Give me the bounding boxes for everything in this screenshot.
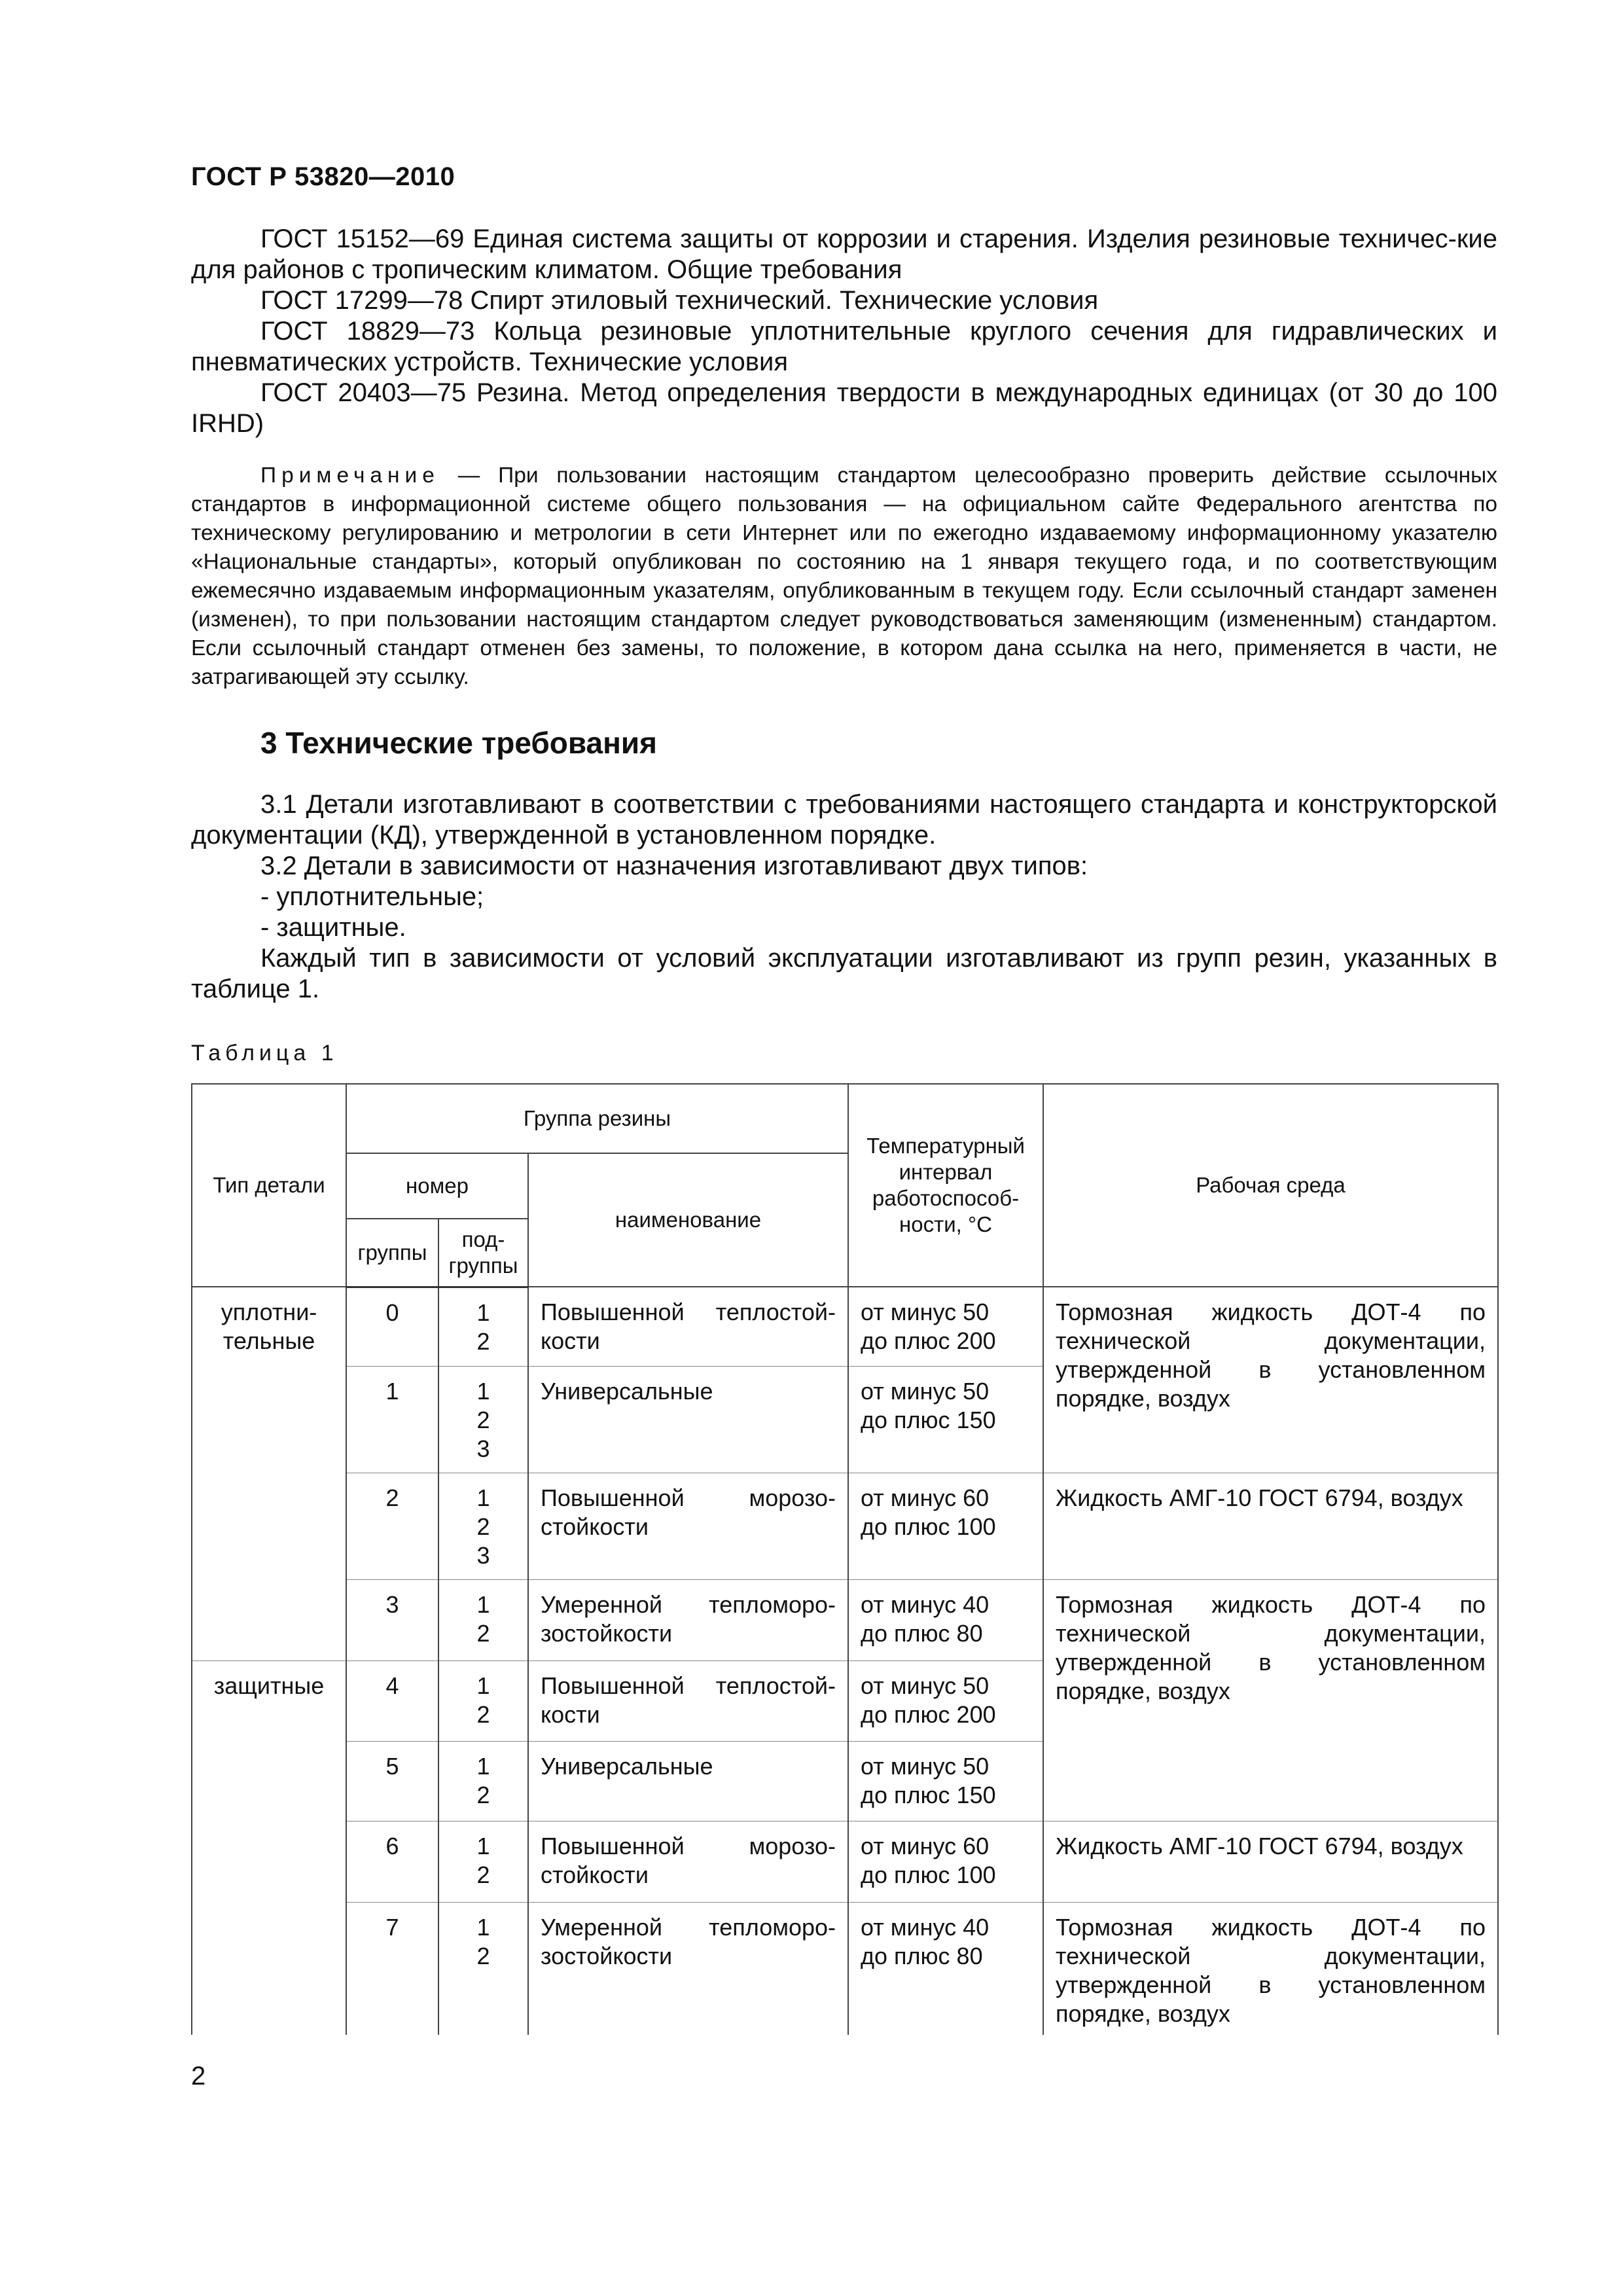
group-number-cell: 0 <box>346 1287 438 1366</box>
type-cell-protective: защитные <box>192 1660 346 2035</box>
rubber-name-cell: Повышенной теплостой-кости <box>528 1660 848 1741</box>
page-number: 2 <box>191 2062 206 2090</box>
clause-3-1: 3.1 Детали изготавливают в соответствии с требованиями настоящего стандарта и конструкторской документации (КД), утвержденной в установленном порядке. <box>191 790 1497 850</box>
temperature-cell: от минус 50 до плюс 150 <box>848 1741 1043 1821</box>
rubber-groups-table <box>191 1083 1499 2035</box>
medium-cell-amg: Жидкость АМГ-10 ГОСТ 6794, воздух <box>1043 1821 1498 1902</box>
temperature-cell: от минус 60 до плюс 100 <box>848 1473 1043 1579</box>
subgroup-cell: 1 2 <box>438 1902 528 2035</box>
table-row <box>192 1579 1498 1660</box>
group-number-cell: 5 <box>346 1741 438 1821</box>
note-label: Примечание <box>260 463 440 488</box>
reference-gost-18829: ГОСТ 18829—73 Кольца резиновые уплотнительные круглого сечения для гидравлических и пневматических устройств. Технические условия <box>191 317 1497 376</box>
reference-gost-20403: ГОСТ 20403—75 Резина. Метод определения твердости в международных единицах (от 30 до 100 IRHD) <box>191 378 1497 438</box>
clause-table-reference: Каждый тип в зависимости от условий эксплуатации изготавливают из групп резин, указанных в таблице 1. <box>191 944 1497 1003</box>
document-header-code: ГОСТ Р 53820—2010 <box>191 162 455 191</box>
medium-cell-brake-fluid: Тормозная жидкость ДОТ-4 по технической документации, утвержденной в установленном порядке, воздух <box>1043 1902 1498 2035</box>
group-number-cell: 2 <box>346 1473 438 1579</box>
table-row <box>192 1902 1498 2035</box>
group-number-cell: 1 <box>346 1366 438 1473</box>
section-title: 3 Технические требования <box>260 726 657 760</box>
rubber-name-cell: Универсальные <box>528 1366 848 1473</box>
temperature-cell: от минус 50 до плюс 200 <box>848 1287 1043 1366</box>
subgroup-cell: 1 2 <box>438 1821 528 1902</box>
header-working-medium: Рабочая среда <box>1043 1084 1498 1287</box>
temperature-cell: от минус 40 до плюс 80 <box>848 1579 1043 1660</box>
type-cell-sealing: уплотни- тельные <box>192 1287 346 1660</box>
group-number-cell: 4 <box>346 1660 438 1741</box>
medium-cell-brake-fluid: Тормозная жидкость ДОТ-4 по технической документации, утвержденной в установленном порядке, воздух <box>1043 1287 1498 1473</box>
subgroup-cell: 1 2 <box>438 1660 528 1741</box>
rubber-name-cell: Умеренной тепломоро-зостойкости <box>528 1902 848 2035</box>
table-row <box>192 1287 1498 1366</box>
table-caption: Таблица 1 <box>191 1041 338 1066</box>
reference-gost-17299: ГОСТ 17299—78 Спирт этиловый технический. Технические условия <box>260 286 1099 315</box>
header-rubber-group: Группа резины <box>346 1084 848 1153</box>
header-group: группы <box>346 1219 438 1287</box>
header-part-type: Тип детали <box>192 1084 346 1287</box>
group-number-cell: 3 <box>346 1579 438 1660</box>
clause-3-2: 3.2 Детали в зависимости от назначения изготавливают двух типов: <box>260 852 1088 880</box>
temperature-cell: от минус 60 до плюс 100 <box>848 1821 1043 1902</box>
subgroup-cell: 1 2 <box>438 1287 528 1366</box>
table-row <box>192 1473 1498 1579</box>
temperature-cell: от минус 50 до плюс 150 <box>848 1366 1043 1473</box>
table-row <box>192 1821 1498 1902</box>
group-number-cell: 6 <box>346 1821 438 1902</box>
normative-references <box>191 224 1497 439</box>
header-subgroup: под- группы <box>438 1219 528 1287</box>
rubber-name-cell: Повышенной теплостой-кости <box>528 1287 848 1366</box>
subgroup-cell: 1 2 3 <box>438 1473 528 1579</box>
list-item-protective: - защитные. <box>260 913 406 942</box>
section-body <box>191 789 1497 1005</box>
header-temperature-range: Температурный интервал работоспособ-ности, °С <box>848 1084 1043 1287</box>
note-text: — При пользовании настоящим стандартом целесообразно проверить действие ссылочных стандартов в информационной системе общего пользования — на официальном сайте Федерального агентства по техническому регулированию и метрологии в сети Интернет или по ежегодно издаваемому информационному указателю «Национальные стандарты», который опубликован по состоянию на 1 января текущего года, и по соответствующим ежемесячно издаваемым информационным указателям, опубликованным в текущем году. Если ссылочный стандарт заменен (изменен), то при пользовании настоящим стандартом следует руководствоваться заменяющим (измененным) стандартом. Если ссылочный стандарт отменен без замены, то положение, в котором дана ссылка на него, применяется в части, не затрагивающей эту ссылку. <box>191 463 1497 689</box>
reference-gost-15152: ГОСТ 15152—69 Единая система защиты от коррозии и старения. Изделия резиновые техничес-кие для районов с тропическим климатом. Общие требования <box>191 224 1497 284</box>
temperature-cell: от минус 40 до плюс 80 <box>848 1902 1043 2035</box>
medium-cell-amg: Жидкость АМГ-10 ГОСТ 6794, воздух <box>1043 1473 1498 1579</box>
rubber-name-cell: Повышенной морозо-стойкости <box>528 1821 848 1902</box>
header-name: наименование <box>528 1153 848 1287</box>
subgroup-cell: 1 2 <box>438 1741 528 1821</box>
list-item-sealing: - уплотнительные; <box>260 882 484 911</box>
rubber-name-cell: Универсальные <box>528 1741 848 1821</box>
header-number: номер <box>346 1153 528 1219</box>
rubber-name-cell: Повышенной морозо-стойкости <box>528 1473 848 1579</box>
temperature-cell: от минус 50 до плюс 200 <box>848 1660 1043 1741</box>
group-number-cell: 7 <box>346 1902 438 2035</box>
subgroup-cell: 1 2 3 <box>438 1366 528 1473</box>
note-block <box>191 461 1497 692</box>
subgroup-cell: 1 2 <box>438 1579 528 1660</box>
medium-cell-brake-fluid: Тормозная жидкость ДОТ-4 по технической документации, утвержденной в установленном порядке, воздух <box>1043 1579 1498 1821</box>
rubber-name-cell: Умеренной тепломоро-зостойкости <box>528 1579 848 1660</box>
